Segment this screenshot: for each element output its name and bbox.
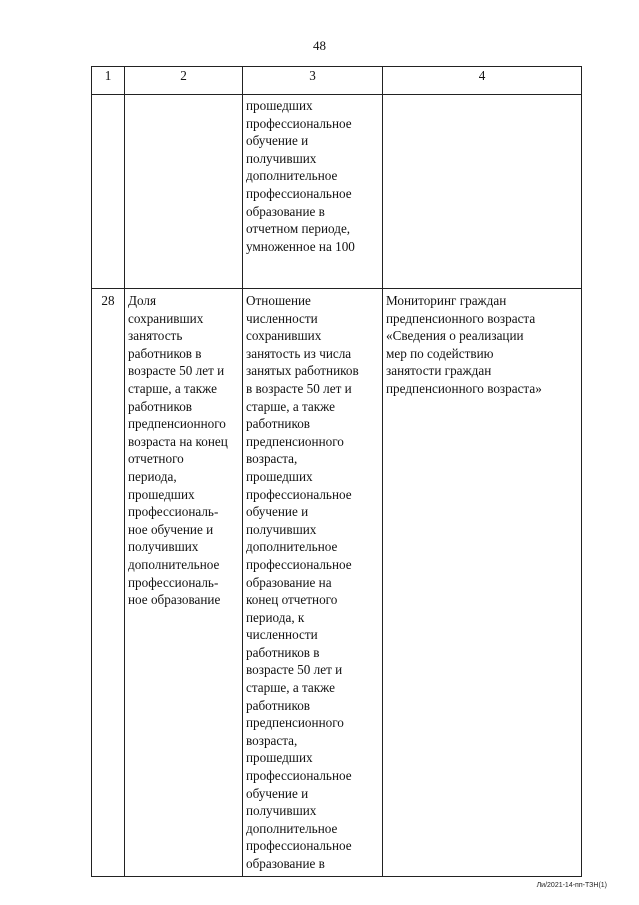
text-line: прошедших <box>246 98 313 113</box>
header-col-4: 4 <box>383 67 582 95</box>
text-line: обучение и <box>246 504 309 520</box>
text-line: занятости граждан <box>386 363 492 379</box>
text-line: образование на <box>246 574 332 590</box>
indicator-table <box>91 66 582 877</box>
text-line: профессиональ- <box>128 504 219 520</box>
text-line: мер по содействию <box>386 345 494 361</box>
text-line: возрасте 50 лет и <box>246 662 343 678</box>
text-line: работников <box>128 398 193 414</box>
continued-col-2 <box>125 95 243 289</box>
text-line: «Сведения о реализации <box>386 328 524 344</box>
text-line: сохранивших <box>128 310 204 326</box>
text-line: прошедших <box>128 486 195 502</box>
text-line: дополнительное <box>246 539 338 555</box>
text-line: старше, а также <box>128 380 217 396</box>
text-line: умноженное на 100 <box>246 238 355 254</box>
text-line: дополнительное <box>246 820 338 836</box>
text-line: периода, к <box>246 609 305 625</box>
text-line: обучение и <box>246 785 309 801</box>
text-line: в возрасте 50 лет и <box>246 380 352 396</box>
indicator-name-cell <box>125 289 243 877</box>
text-line: получивших <box>128 539 199 555</box>
text-line: предпенсионного возраста» <box>386 380 542 396</box>
text-line: профессиональное <box>246 185 352 201</box>
row-number: 28 <box>92 289 125 877</box>
text-line: сохранивших <box>246 328 322 344</box>
text-line: периода, <box>128 468 177 484</box>
text-line: численности <box>246 627 318 643</box>
text-line: возрасте 50 лет и <box>128 363 225 379</box>
text-line: предпенсионного возраста <box>386 310 536 326</box>
text-line: занятость <box>128 328 183 344</box>
text-line: Мониторинг граждан <box>386 293 507 308</box>
page-number: 48 <box>313 38 326 53</box>
text-line: занятость из числа <box>246 345 352 361</box>
header-col-3: 3 <box>243 67 383 95</box>
header-col-2: 2 <box>125 67 243 95</box>
text-line: профессиональное <box>246 556 352 572</box>
text-line: отчетном периоде, <box>246 221 351 237</box>
text-line: образование в <box>246 856 325 871</box>
text-line: работников в <box>128 345 202 361</box>
text-line: дополнительное <box>128 556 220 572</box>
text-line: профессиональное <box>246 486 352 502</box>
document-code: Ли/2021-14-пп-ТЗН(1) <box>536 882 607 889</box>
continued-col-3 <box>243 95 383 289</box>
table-row-28 <box>92 289 582 877</box>
text-line: предпенсионного <box>246 715 344 731</box>
text-line: ное образование <box>128 592 221 608</box>
continued-col-4 <box>383 95 582 289</box>
text-line: профессиональ- <box>128 574 219 590</box>
text-line: старше, а также <box>246 680 335 696</box>
table-row-continued <box>92 95 582 289</box>
text-line: профессиональное <box>246 115 352 131</box>
header-col-1: 1 <box>92 67 125 95</box>
text-line: конец отчетного <box>246 592 338 608</box>
text-line: старше, а также <box>246 398 335 414</box>
text-line: работников <box>246 416 311 432</box>
text-line: профессиональное <box>246 768 352 784</box>
text-line: возраста, <box>246 732 298 748</box>
text-line: работников <box>246 697 311 713</box>
text-line: возраста на конец <box>128 433 228 449</box>
text-line: предпенсионного <box>246 433 344 449</box>
text-line: получивших <box>246 150 317 166</box>
text-line: отчетного <box>128 451 184 467</box>
text-line: получивших <box>246 521 317 537</box>
text-line: обучение и <box>246 133 309 149</box>
calculation-method-cell <box>243 289 383 877</box>
text-line: прошедших <box>246 750 313 766</box>
table-header-row <box>92 67 582 95</box>
continued-col-1 <box>92 95 125 289</box>
text-line: прошедших <box>246 468 313 484</box>
text-line: ное обучение и <box>128 521 214 537</box>
text-line: образование в <box>246 203 325 219</box>
text-line: предпенсионного <box>128 416 226 432</box>
text-line: Доля <box>128 293 157 308</box>
text-line: Отношение <box>246 293 311 308</box>
text-line: профессиональное <box>246 838 352 854</box>
text-line: работников в <box>246 644 320 660</box>
text-line: дополнительное <box>246 168 338 184</box>
data-source-cell <box>383 289 582 877</box>
text-line: возраста, <box>246 451 298 467</box>
text-line: получивших <box>246 803 317 819</box>
text-line: занятых работников <box>246 363 359 379</box>
text-line: численности <box>246 310 318 326</box>
